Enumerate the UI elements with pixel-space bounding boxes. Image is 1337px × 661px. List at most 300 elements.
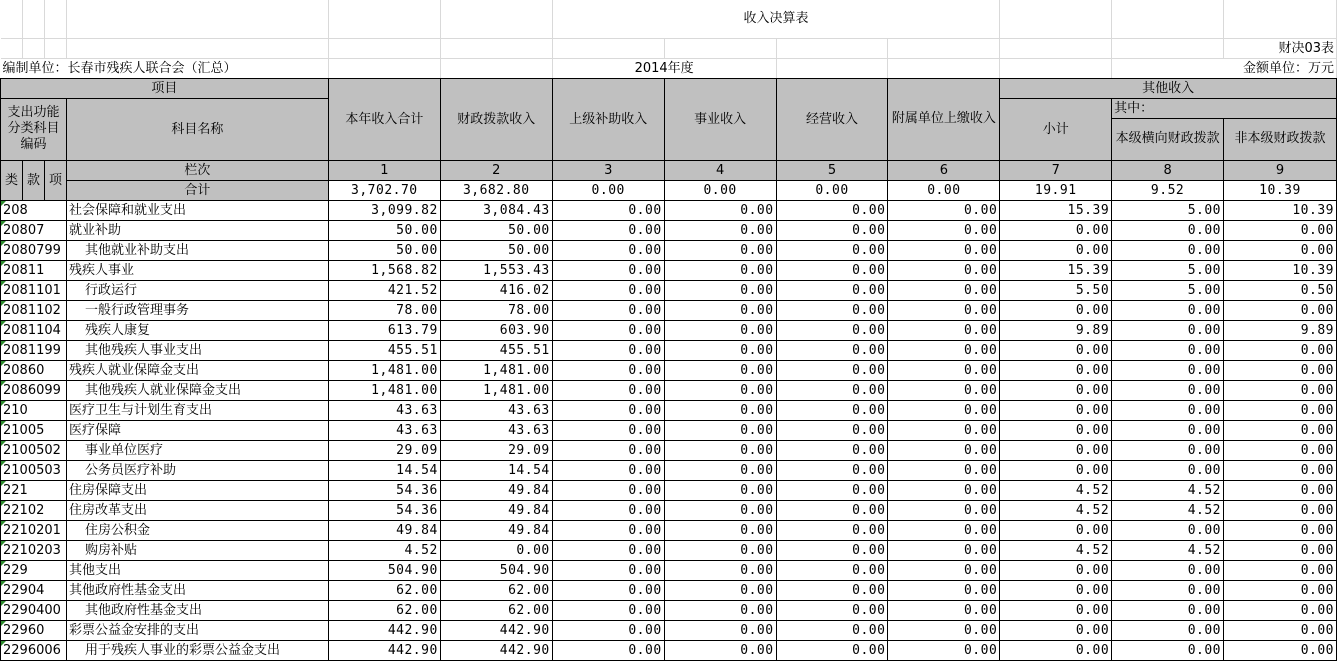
row-value-cell[interactable]: 0.00 xyxy=(888,600,1000,620)
row-value-cell[interactable]: 0.00 xyxy=(1224,480,1337,500)
row-value-cell[interactable]: 0.00 xyxy=(664,380,776,400)
row-value-cell[interactable]: 603.90 xyxy=(440,320,552,340)
row-value-cell[interactable]: 504.90 xyxy=(440,560,552,580)
row-value-cell[interactable]: 1,568.82 xyxy=(328,260,440,280)
row-code[interactable]: 2081199 xyxy=(1,340,67,360)
row-value-cell[interactable]: 0.00 xyxy=(664,480,776,500)
total-cell[interactable]: 0.00 xyxy=(664,180,776,200)
row-value-cell[interactable]: 0.00 xyxy=(664,400,776,420)
row-value-cell[interactable]: 0.00 xyxy=(1224,520,1337,540)
row-value-cell[interactable]: 455.51 xyxy=(440,340,552,360)
amount-unit: 金额单位：万元 xyxy=(1112,58,1337,78)
row-value-cell[interactable]: 0.00 xyxy=(888,460,1000,480)
row-value-cell[interactable]: 0.00 xyxy=(1224,400,1337,420)
row-value-cell[interactable]: 0.00 xyxy=(1000,440,1112,460)
row-code[interactable]: 20807 xyxy=(1,220,67,240)
table-row xyxy=(1,260,1337,280)
row-code[interactable]: 2290400 xyxy=(1,600,67,620)
row-value-cell[interactable]: 0.00 xyxy=(664,260,776,280)
row-value-cell[interactable]: 0.00 xyxy=(888,320,1000,340)
total-cell[interactable]: 3,682.80 xyxy=(440,180,552,200)
row-value-cell[interactable]: 0.00 xyxy=(888,480,1000,500)
row-value-cell[interactable]: 49.84 xyxy=(440,480,552,500)
row-value-cell[interactable]: 0.00 xyxy=(1224,460,1337,480)
header-lei: 类 xyxy=(1,160,23,200)
row-value-cell[interactable]: 4.52 xyxy=(1000,480,1112,500)
row-value-cell[interactable]: 14.54 xyxy=(328,460,440,480)
row-value-cell[interactable]: 0.00 xyxy=(888,400,1000,420)
total-cell[interactable]: 9.52 xyxy=(1112,180,1224,200)
row-subject-name[interactable]: 住房公积金 xyxy=(66,520,328,540)
row-value-cell[interactable]: 0.00 xyxy=(552,380,664,400)
header-non-same-level: 非本级财政拨款 xyxy=(1224,118,1337,160)
row-code[interactable]: 2100502 xyxy=(1,440,67,460)
row-subject-name[interactable]: 购房补贴 xyxy=(66,540,328,560)
row-value-cell[interactable]: 0.00 xyxy=(888,500,1000,520)
row-value-cell[interactable]: 50.00 xyxy=(328,220,440,240)
row-value-cell[interactable]: 0.00 xyxy=(1112,220,1224,240)
row-value-cell[interactable]: 0.00 xyxy=(552,560,664,580)
row-value-cell[interactable]: 0.00 xyxy=(1112,340,1224,360)
table-row xyxy=(1,380,1337,400)
row-value-cell[interactable]: 10.39 xyxy=(1224,260,1337,280)
row-value-cell[interactable]: 3,099.82 xyxy=(328,200,440,220)
row-value-cell[interactable]: 0.00 xyxy=(888,200,1000,220)
row-value-cell[interactable]: 5.00 xyxy=(1112,200,1224,220)
row-value-cell[interactable]: 0.00 xyxy=(1112,240,1224,260)
row-value-cell[interactable]: 613.79 xyxy=(328,320,440,340)
row-value-cell[interactable]: 0.00 xyxy=(1000,360,1112,380)
row-code[interactable]: 229 xyxy=(1,560,67,580)
row-subject-name[interactable]: 用于残疾人事业的彩票公益金支出 xyxy=(66,640,328,660)
row-value-cell[interactable]: 0.00 xyxy=(776,300,888,320)
row-value-cell[interactable]: 0.00 xyxy=(1224,360,1337,380)
row-value-cell[interactable]: 62.00 xyxy=(328,600,440,620)
row-value-cell[interactable]: 0.00 xyxy=(776,400,888,420)
row-value-cell[interactable]: 0.00 xyxy=(552,240,664,260)
row-code[interactable]: 2210201 xyxy=(1,520,67,540)
row-subject-name[interactable]: 医疗保障 xyxy=(66,420,328,440)
row-value-cell[interactable]: 0.00 xyxy=(552,200,664,220)
row-value-cell[interactable]: 0.00 xyxy=(1112,620,1224,640)
col-number: 8 xyxy=(1112,160,1224,180)
row-value-cell[interactable]: 0.00 xyxy=(552,340,664,360)
row-value-cell[interactable]: 455.51 xyxy=(328,340,440,360)
table-row xyxy=(1,240,1337,260)
row-value-cell[interactable]: 0.00 xyxy=(776,640,888,660)
row-value-cell[interactable]: 0.00 xyxy=(1112,600,1224,620)
row-value-cell[interactable]: 0.00 xyxy=(888,300,1000,320)
row-value-cell[interactable]: 1,481.00 xyxy=(440,380,552,400)
row-value-cell[interactable]: 504.90 xyxy=(328,560,440,580)
row-value-cell[interactable]: 49.84 xyxy=(440,520,552,540)
row-value-cell[interactable]: 0.00 xyxy=(1000,220,1112,240)
row-value-cell[interactable]: 0.00 xyxy=(552,640,664,660)
row-value-cell[interactable]: 0.00 xyxy=(664,420,776,440)
row-value-cell[interactable]: 14.54 xyxy=(440,460,552,480)
row-value-cell[interactable]: 4.52 xyxy=(1112,500,1224,520)
row-value-cell[interactable]: 0.00 xyxy=(776,240,888,260)
total-cell[interactable]: 3,702.70 xyxy=(328,180,440,200)
row-value-cell[interactable]: 0.00 xyxy=(552,320,664,340)
table-row xyxy=(1,420,1337,440)
row-value-cell[interactable]: 0.00 xyxy=(1112,580,1224,600)
table-row xyxy=(1,320,1337,340)
row-value-cell[interactable]: 0.00 xyxy=(776,320,888,340)
row-value-cell[interactable]: 0.00 xyxy=(776,340,888,360)
header-among: 其中： xyxy=(1112,98,1337,118)
row-value-cell[interactable]: 0.00 xyxy=(664,240,776,260)
row-value-cell[interactable]: 0.00 xyxy=(1112,520,1224,540)
row-value-cell[interactable]: 0.00 xyxy=(888,220,1000,240)
header-other-income: 其他收入 xyxy=(1000,78,1337,98)
col-number: 6 xyxy=(888,160,1000,180)
row-value-cell[interactable]: 54.36 xyxy=(328,500,440,520)
row-code[interactable]: 22102 xyxy=(1,500,67,520)
col-number: 4 xyxy=(664,160,776,180)
row-value-cell[interactable]: 0.00 xyxy=(664,280,776,300)
header-affiliated: 附属单位上缴收入 xyxy=(888,78,1000,160)
row-value-cell[interactable]: 0.00 xyxy=(1224,500,1337,520)
row-value-cell[interactable]: 0.00 xyxy=(552,360,664,380)
header-xiang: 项 xyxy=(44,160,66,200)
row-code[interactable]: 2210203 xyxy=(1,540,67,560)
row-value-cell[interactable]: 0.00 xyxy=(1000,340,1112,360)
row-value-cell[interactable]: 4.52 xyxy=(1112,540,1224,560)
row-value-cell[interactable]: 1,481.00 xyxy=(440,360,552,380)
row-value-cell[interactable]: 0.00 xyxy=(776,260,888,280)
row-value-cell[interactable]: 0.00 xyxy=(1224,540,1337,560)
row-value-cell[interactable]: 421.52 xyxy=(328,280,440,300)
row-value-cell[interactable]: 29.09 xyxy=(328,440,440,460)
header-total-income: 本年收入合计 xyxy=(328,78,440,160)
row-code[interactable]: 208 xyxy=(1,200,67,220)
row-value-cell[interactable]: 442.90 xyxy=(440,640,552,660)
row-value-cell[interactable]: 0.00 xyxy=(776,480,888,500)
row-value-cell[interactable]: 50.00 xyxy=(440,220,552,240)
row-subject-name[interactable]: 一般行政管理事务 xyxy=(66,300,328,320)
row-value-cell[interactable]: 0.00 xyxy=(776,220,888,240)
row-code[interactable]: 2081101 xyxy=(1,280,67,300)
row-value-cell[interactable]: 0.00 xyxy=(552,300,664,320)
row-value-cell[interactable]: 0.00 xyxy=(776,600,888,620)
table-row xyxy=(1,620,1337,640)
row-value-cell[interactable]: 4.52 xyxy=(1000,540,1112,560)
row-value-cell[interactable]: 0.00 xyxy=(888,260,1000,280)
row-value-cell[interactable]: 78.00 xyxy=(440,300,552,320)
row-value-cell[interactable]: 0.00 xyxy=(888,580,1000,600)
row-value-cell[interactable]: 0.00 xyxy=(1224,420,1337,440)
row-value-cell[interactable]: 0.00 xyxy=(664,540,776,560)
row-value-cell[interactable]: 0.00 xyxy=(1224,560,1337,580)
row-value-cell[interactable]: 0.00 xyxy=(552,260,664,280)
table-row xyxy=(1,360,1337,380)
row-subject-name[interactable]: 公务员医疗补助 xyxy=(66,460,328,480)
row-subject-name[interactable]: 残疾人事业 xyxy=(66,260,328,280)
row-value-cell[interactable]: 0.00 xyxy=(888,640,1000,660)
row-value-cell[interactable]: 4.52 xyxy=(328,540,440,560)
row-subject-name[interactable]: 事业单位医疗 xyxy=(66,440,328,460)
row-value-cell[interactable]: 0.00 xyxy=(1224,220,1337,240)
row-value-cell[interactable]: 0.00 xyxy=(888,560,1000,580)
row-value-cell[interactable]: 0.00 xyxy=(1224,580,1337,600)
row-subject-name[interactable]: 住房保障支出 xyxy=(66,480,328,500)
row-value-cell[interactable]: 5.00 xyxy=(1112,260,1224,280)
row-value-cell[interactable]: 0.00 xyxy=(1000,600,1112,620)
row-value-cell[interactable]: 0.00 xyxy=(1000,580,1112,600)
row-value-cell[interactable]: 0.00 xyxy=(888,340,1000,360)
row-value-cell[interactable]: 0.00 xyxy=(1224,620,1337,640)
row-value-cell[interactable]: 43.63 xyxy=(440,420,552,440)
row-value-cell[interactable]: 0.00 xyxy=(552,280,664,300)
row-value-cell[interactable]: 0.00 xyxy=(888,380,1000,400)
row-value-cell[interactable]: 0.00 xyxy=(664,620,776,640)
total-cell[interactable]: 0.00 xyxy=(888,180,1000,200)
row-subject-name[interactable]: 其他政府性基金支出 xyxy=(66,600,328,620)
row-value-cell[interactable]: 0.00 xyxy=(552,540,664,560)
row-value-cell[interactable]: 442.90 xyxy=(328,640,440,660)
table-row xyxy=(1,560,1337,580)
row-value-cell[interactable]: 0.00 xyxy=(776,360,888,380)
row-value-cell[interactable]: 0.00 xyxy=(552,620,664,640)
row-subject-name[interactable]: 其他残疾人事业支出 xyxy=(66,340,328,360)
row-value-cell[interactable]: 62.00 xyxy=(328,580,440,600)
table-row xyxy=(1,600,1337,620)
total-cell[interactable]: 0.00 xyxy=(776,180,888,200)
row-value-cell[interactable]: 15.39 xyxy=(1000,260,1112,280)
row-value-cell[interactable]: 0.00 xyxy=(664,580,776,600)
row-value-cell[interactable]: 0.00 xyxy=(776,200,888,220)
row-value-cell[interactable]: 442.90 xyxy=(440,620,552,640)
row-code[interactable]: 2100503 xyxy=(1,460,67,480)
row-value-cell[interactable]: 0.00 xyxy=(664,200,776,220)
row-value-cell[interactable]: 0.00 xyxy=(888,520,1000,540)
row-value-cell[interactable]: 0.00 xyxy=(1224,240,1337,260)
row-value-cell[interactable]: 0.50 xyxy=(1224,280,1337,300)
row-value-cell[interactable]: 43.63 xyxy=(440,400,552,420)
row-value-cell[interactable]: 0.00 xyxy=(776,420,888,440)
row-value-cell[interactable]: 0.00 xyxy=(440,540,552,560)
row-value-cell[interactable]: 0.00 xyxy=(776,280,888,300)
row-value-cell[interactable]: 0.00 xyxy=(1112,300,1224,320)
row-value-cell[interactable]: 0.00 xyxy=(776,560,888,580)
row-value-cell[interactable]: 0.00 xyxy=(552,400,664,420)
row-value-cell[interactable]: 10.39 xyxy=(1224,200,1337,220)
row-value-cell[interactable]: 0.00 xyxy=(664,600,776,620)
row-value-cell[interactable]: 9.89 xyxy=(1000,320,1112,340)
total-row xyxy=(1,180,1337,200)
row-code[interactable]: 2086099 xyxy=(1,380,67,400)
row-value-cell[interactable]: 0.00 xyxy=(552,580,664,600)
row-value-cell[interactable]: 0.00 xyxy=(664,460,776,480)
row-value-cell[interactable]: 0.00 xyxy=(1000,620,1112,640)
row-subject-name[interactable]: 其他残疾人就业保障金支出 xyxy=(66,380,328,400)
row-value-cell[interactable]: 50.00 xyxy=(328,240,440,260)
row-value-cell[interactable]: 0.00 xyxy=(552,500,664,520)
header-subject-name: 科目名称 xyxy=(66,98,328,160)
row-value-cell[interactable]: 0.00 xyxy=(664,360,776,380)
row-value-cell[interactable]: 0.00 xyxy=(664,500,776,520)
row-code[interactable]: 221 xyxy=(1,480,67,500)
row-code[interactable]: 22904 xyxy=(1,580,67,600)
row-subject-name[interactable]: 就业补助 xyxy=(66,220,328,240)
row-value-cell[interactable]: 0.00 xyxy=(664,300,776,320)
row-value-cell[interactable]: 0.00 xyxy=(776,580,888,600)
row-value-cell[interactable]: 0.00 xyxy=(552,520,664,540)
row-value-cell[interactable]: 0.00 xyxy=(1112,460,1224,480)
row-value-cell[interactable]: 0.00 xyxy=(664,560,776,580)
row-value-cell[interactable]: 0.00 xyxy=(664,340,776,360)
form-number: 财决03表 xyxy=(1224,38,1337,58)
col-number: 1 xyxy=(328,160,440,180)
report-year: 2014年度 xyxy=(552,58,776,78)
row-code[interactable]: 2296006 xyxy=(1,640,67,660)
row-value-cell[interactable]: 0.00 xyxy=(776,380,888,400)
total-cell[interactable]: 19.91 xyxy=(1000,180,1112,200)
row-value-cell[interactable]: 442.90 xyxy=(328,620,440,640)
col-number: 2 xyxy=(440,160,552,180)
row-value-cell[interactable]: 0.00 xyxy=(552,460,664,480)
row-code[interactable]: 20811 xyxy=(1,260,67,280)
row-value-cell[interactable]: 5.00 xyxy=(1112,280,1224,300)
row-value-cell[interactable]: 0.00 xyxy=(1000,520,1112,540)
row-value-cell[interactable]: 0.00 xyxy=(1112,440,1224,460)
row-value-cell[interactable]: 0.00 xyxy=(664,440,776,460)
row-value-cell[interactable]: 43.63 xyxy=(328,400,440,420)
row-value-cell[interactable]: 0.00 xyxy=(1112,640,1224,660)
row-value-cell[interactable]: 3,084.43 xyxy=(440,200,552,220)
row-value-cell[interactable]: 0.00 xyxy=(888,240,1000,260)
row-value-cell[interactable]: 0.00 xyxy=(552,440,664,460)
row-value-cell[interactable]: 0.00 xyxy=(1000,560,1112,580)
row-value-cell[interactable]: 62.00 xyxy=(440,580,552,600)
total-cell[interactable]: 10.39 xyxy=(1224,180,1337,200)
row-value-cell[interactable]: 0.00 xyxy=(552,220,664,240)
row-value-cell[interactable]: 0.00 xyxy=(888,440,1000,460)
table-row xyxy=(1,220,1337,240)
row-value-cell[interactable]: 0.00 xyxy=(1112,420,1224,440)
row-value-cell[interactable]: 9.89 xyxy=(1224,320,1337,340)
row-code[interactable]: 2081102 xyxy=(1,300,67,320)
row-value-cell[interactable]: 0.00 xyxy=(776,440,888,460)
row-value-cell[interactable]: 0.00 xyxy=(1224,440,1337,460)
row-code[interactable]: 22960 xyxy=(1,620,67,640)
compiling-unit: 编制单位：长春市残疾人联合会（汇总） xyxy=(1,58,329,78)
row-value-cell[interactable]: 0.00 xyxy=(552,480,664,500)
row-value-cell[interactable]: 43.63 xyxy=(328,420,440,440)
row-code[interactable]: 2080799 xyxy=(1,240,67,260)
col-number: 3 xyxy=(552,160,664,180)
row-value-cell[interactable]: 0.00 xyxy=(1224,600,1337,620)
row-value-cell[interactable]: 49.84 xyxy=(328,520,440,540)
col-number: 9 xyxy=(1224,160,1337,180)
row-value-cell[interactable]: 54.36 xyxy=(328,480,440,500)
row-value-cell[interactable]: 1,481.00 xyxy=(328,380,440,400)
row-value-cell[interactable]: 0.00 xyxy=(1112,360,1224,380)
row-code[interactable]: 210 xyxy=(1,400,67,420)
row-value-cell[interactable]: 0.00 xyxy=(1000,380,1112,400)
row-value-cell[interactable]: 0.00 xyxy=(776,540,888,560)
row-value-cell[interactable]: 0.00 xyxy=(888,540,1000,560)
row-value-cell[interactable]: 0.00 xyxy=(1000,460,1112,480)
row-code[interactable]: 2081104 xyxy=(1,320,67,340)
row-value-cell[interactable]: 0.00 xyxy=(888,280,1000,300)
row-value-cell[interactable]: 0.00 xyxy=(1224,380,1337,400)
row-subject-name[interactable]: 社会保障和就业支出 xyxy=(66,200,328,220)
row-subject-name[interactable]: 残疾人就业保障金支出 xyxy=(66,360,328,380)
row-value-cell[interactable]: 0.00 xyxy=(776,460,888,480)
row-value-cell[interactable]: 0.00 xyxy=(1112,320,1224,340)
table-row xyxy=(1,520,1337,540)
row-subject-name[interactable]: 其他就业补助支出 xyxy=(66,240,328,260)
row-value-cell[interactable]: 62.00 xyxy=(440,600,552,620)
row-value-cell[interactable]: 4.52 xyxy=(1112,480,1224,500)
row-value-cell[interactable]: 0.00 xyxy=(1000,240,1112,260)
row-subject-name[interactable]: 其他政府性基金支出 xyxy=(66,580,328,600)
row-value-cell[interactable]: 0.00 xyxy=(1224,340,1337,360)
row-value-cell[interactable]: 0.00 xyxy=(776,500,888,520)
row-value-cell[interactable]: 0.00 xyxy=(1000,300,1112,320)
table-row xyxy=(1,340,1337,360)
row-value-cell[interactable]: 0.00 xyxy=(1224,640,1337,660)
row-value-cell[interactable]: 1,481.00 xyxy=(328,360,440,380)
row-subject-name[interactable]: 残疾人康复 xyxy=(66,320,328,340)
report-title: 收入决算表 xyxy=(552,0,1000,38)
row-code[interactable]: 21005 xyxy=(1,420,67,440)
row-value-cell[interactable]: 0.00 xyxy=(1112,400,1224,420)
row-value-cell[interactable]: 29.09 xyxy=(440,440,552,460)
table-row xyxy=(1,280,1337,300)
row-value-cell[interactable]: 0.00 xyxy=(776,520,888,540)
row-value-cell[interactable]: 0.00 xyxy=(1000,400,1112,420)
row-subject-name[interactable]: 其他支出 xyxy=(66,560,328,580)
header-item: 项目 xyxy=(1,78,329,98)
row-value-cell[interactable]: 0.00 xyxy=(664,320,776,340)
row-value-cell[interactable]: 416.02 xyxy=(440,280,552,300)
row-value-cell[interactable]: 15.39 xyxy=(1000,200,1112,220)
row-value-cell[interactable]: 49.84 xyxy=(440,500,552,520)
row-value-cell[interactable]: 0.00 xyxy=(1000,420,1112,440)
row-value-cell[interactable]: 5.50 xyxy=(1000,280,1112,300)
row-value-cell[interactable]: 0.00 xyxy=(1000,640,1112,660)
row-value-cell[interactable]: 0.00 xyxy=(664,640,776,660)
row-value-cell[interactable]: 4.52 xyxy=(1000,500,1112,520)
row-value-cell[interactable]: 0.00 xyxy=(552,600,664,620)
row-value-cell[interactable]: 0.00 xyxy=(888,360,1000,380)
row-value-cell[interactable]: 78.00 xyxy=(328,300,440,320)
row-subject-name[interactable]: 彩票公益金安排的支出 xyxy=(66,620,328,640)
table-row xyxy=(1,440,1337,460)
row-value-cell[interactable]: 0.00 xyxy=(1224,300,1337,320)
row-value-cell[interactable]: 0.00 xyxy=(1112,560,1224,580)
total-cell[interactable]: 0.00 xyxy=(552,180,664,200)
row-value-cell[interactable]: 0.00 xyxy=(776,620,888,640)
row-value-cell[interactable]: 0.00 xyxy=(888,420,1000,440)
row-subject-name[interactable]: 医疗卫生与计划生育支出 xyxy=(66,400,328,420)
header-kuan: 款 xyxy=(22,160,44,200)
row-code[interactable]: 20860 xyxy=(1,360,67,380)
row-subject-name[interactable]: 行政运行 xyxy=(66,280,328,300)
row-value-cell[interactable]: 0.00 xyxy=(664,520,776,540)
row-value-cell[interactable]: 0.00 xyxy=(1112,380,1224,400)
table-row xyxy=(1,400,1337,420)
row-subject-name[interactable]: 住房改革支出 xyxy=(66,500,328,520)
row-value-cell[interactable]: 0.00 xyxy=(888,620,1000,640)
row-value-cell[interactable]: 50.00 xyxy=(440,240,552,260)
row-value-cell[interactable]: 0.00 xyxy=(552,420,664,440)
row-value-cell[interactable]: 0.00 xyxy=(664,220,776,240)
row-value-cell[interactable]: 1,553.43 xyxy=(440,260,552,280)
